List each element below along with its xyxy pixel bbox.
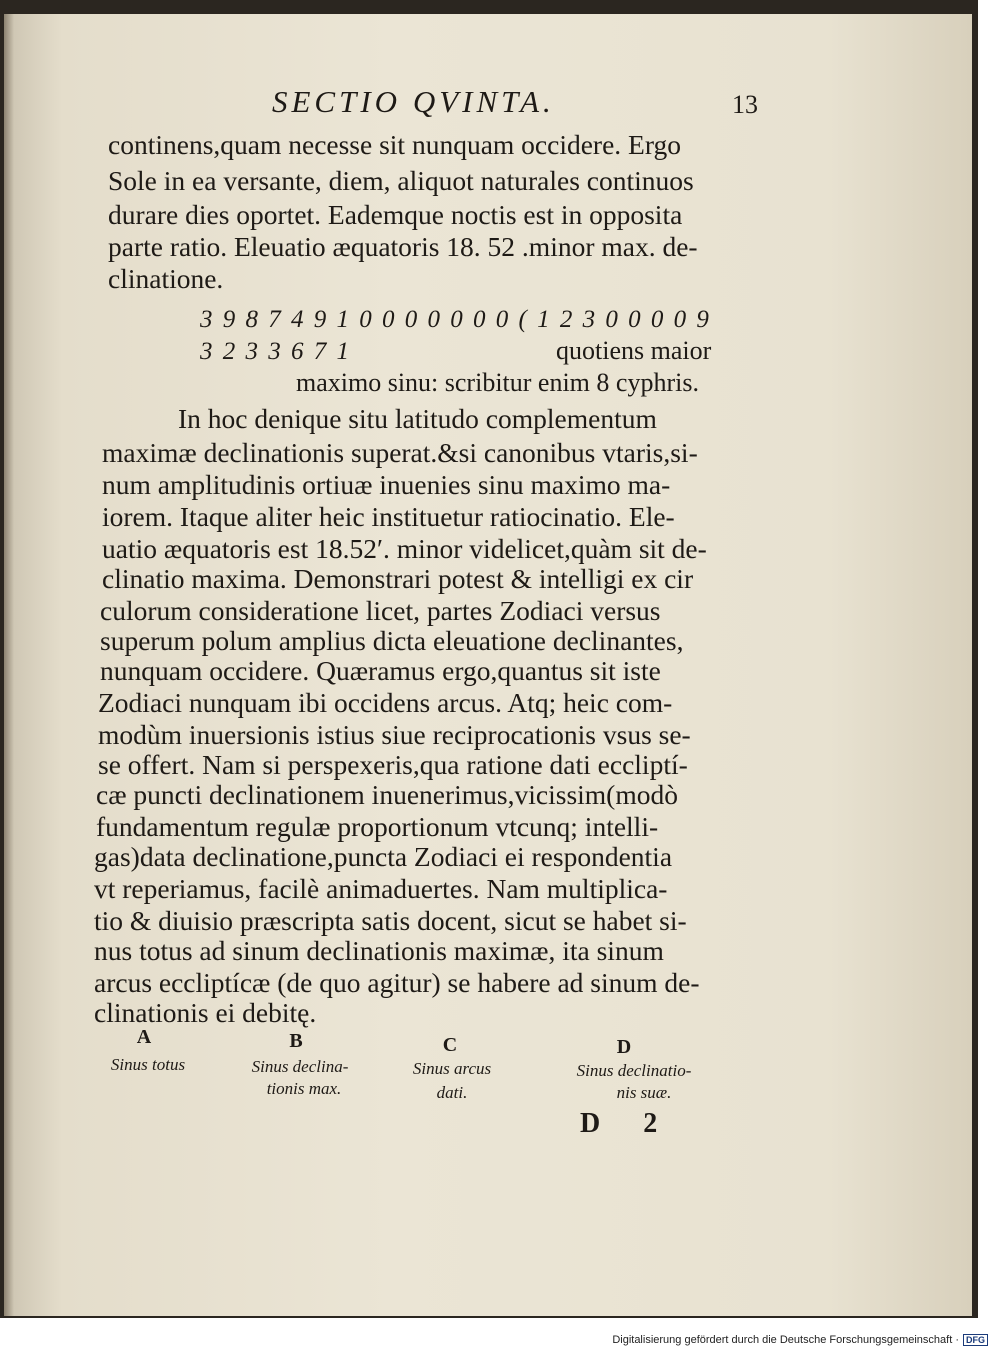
paragraph-line: num amplitudinis ortiuæ inuenies sinu maximo ma-: [102, 469, 671, 500]
proportion-letter-a: A: [136, 1026, 152, 1048]
paragraph-line: se offert. Nam si perspexeris,qua ratione dati eccliptí-: [98, 749, 688, 780]
paragraph-line: vt reperiamus, facilè animaduertes. Nam multiplica-: [94, 873, 668, 904]
paragraph-line: culorum consideratione licet, partes Zodiaci versus: [100, 595, 661, 626]
proportion-label-b: Sinus declina-: [251, 1057, 349, 1076]
proportion-letter-d: D: [616, 1036, 632, 1058]
proportion-label-c: Sinus arcus: [412, 1059, 492, 1078]
calculation-row-1: 3 9 8 7 4 9 1 0 0 0 0 0 0 0 ( 1 2 3 0 0 0 0 9: [200, 306, 711, 333]
proportion-label-c-2: dati.: [436, 1083, 468, 1102]
paragraph-line: iorem. Itaque aliter heic instituetur ratiocinatio. Ele-: [102, 501, 675, 532]
paragraph-line: clinationis ei debitę.: [94, 997, 317, 1028]
proportion-label-a: Sinus totus: [110, 1055, 186, 1074]
paragraph-line: fundamentum regulæ proportionum vtcunq; intelli-: [96, 811, 659, 842]
page-text: [4, 14, 972, 1316]
proportion-label-d: Sinus declinatio-: [576, 1061, 692, 1080]
body-line: clinatione.: [108, 263, 224, 294]
paragraph-line: gas)data declinatione,puncta Zodiaci ei respondentia: [94, 841, 673, 872]
body-line: durare dies oportet. Eademque noctis est in opposita: [108, 199, 683, 230]
paragraph-line: cæ puncti declinationem inuenerimus,vicissim(modò: [96, 779, 678, 810]
page-number: 13: [732, 90, 758, 119]
paragraph-line: superum polum amplius dicta eleuatione declinantes,: [100, 625, 684, 656]
book-page: [4, 14, 972, 1316]
paragraph-line: arcus eccliptícæ (de quo agitur) se habere ad sinum de-: [94, 967, 700, 998]
calculation-note: quotiens maior: [556, 336, 712, 365]
paragraph-line: clinatio maxima. Demonstrari potest & intelligi ex cir: [102, 563, 694, 594]
calculation-note-2: maximo sinu: scribitur enim 8 cyphris.: [296, 368, 699, 397]
paragraph-line: In hoc denique situ latitudo complementum: [178, 403, 657, 434]
proportion-label-b-2: tionis max.: [266, 1079, 342, 1098]
body-line: parte ratio. Eleuatio æquatoris 18. 52 .minor max. de-: [108, 231, 698, 262]
catchword-signature: D 2: [580, 1108, 676, 1139]
paragraph-line: nunquam occidere. Quæramus ergo,quantus sit iste: [100, 655, 661, 686]
paragraph-line: maximæ declinationis superat.&si canonibus vtaris,si-: [102, 437, 698, 468]
body-line: Sole in ea versante, diem, aliquot naturales continuos: [108, 165, 694, 196]
paragraph-line: modùm inuersionis istius siue reciprocationis vsus se-: [98, 719, 691, 750]
digitization-credit: [612, 1334, 988, 1346]
credit-text: Digitalisierung gefördert durch die Deutsche Forschungsgemeinschaft ·: [612, 1334, 959, 1346]
paragraph-line: tio & diuisio præscripta satis docent, sicut se habet si-: [94, 905, 687, 936]
proportion-letter-c: C: [442, 1034, 458, 1056]
paragraph-line: nus totus ad sinum declinationis maximæ, ita sinum: [94, 935, 664, 966]
dfg-logo: DFG: [963, 1334, 988, 1346]
running-title: SECTIO QVINTA.: [272, 84, 555, 119]
proportion-letter-b: B: [289, 1030, 303, 1052]
paragraph-line: uatio æquatoris est 18.52′. minor videlicet,quàm sit de-: [102, 533, 707, 564]
calculation-row-2: 3 2 3 3 6 7 1: [200, 338, 351, 365]
proportion-label-d-2: nis suæ.: [616, 1083, 672, 1102]
paragraph-line: Zodiaci nunquam ibi occidens arcus. Atq; heic com-: [98, 687, 673, 718]
body-line: continens,quam necesse sit nunquam occidere. Ergo: [108, 129, 682, 160]
